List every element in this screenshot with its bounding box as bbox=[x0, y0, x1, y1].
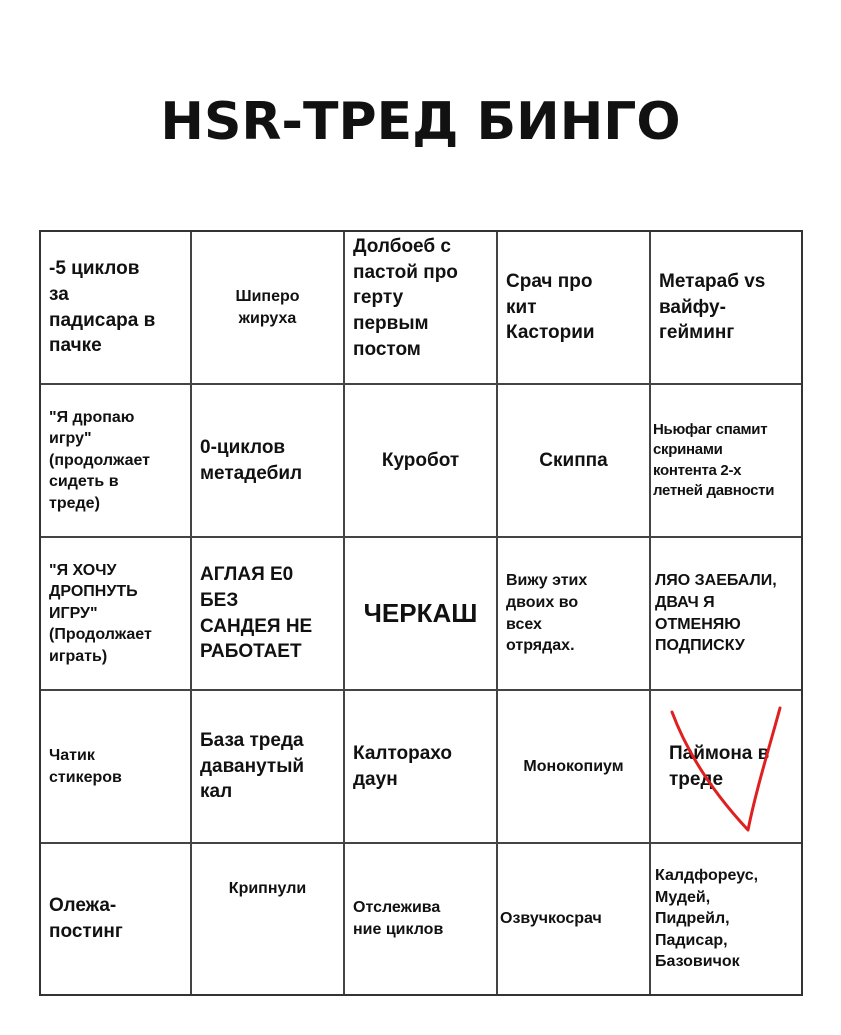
cell-text: Чатик стикеров bbox=[49, 746, 122, 786]
bingo-cell[interactable] bbox=[651, 538, 801, 691]
cell-text: Паймона в треде bbox=[669, 742, 770, 790]
bingo-cell[interactable] bbox=[192, 385, 345, 538]
bingo-cell[interactable] bbox=[651, 844, 801, 994]
cell-text: Долбоеб с пастой про герту первым постом bbox=[353, 236, 458, 360]
bingo-grid bbox=[39, 230, 803, 996]
cell-text: Скиппа bbox=[539, 449, 608, 471]
bingo-cell[interactable] bbox=[345, 844, 498, 994]
cell-text: ЛЯО ЗАЕБАЛИ, ДВАЧ Я ОТМЕНЯЮ ПОДПИСКУ bbox=[655, 572, 777, 655]
cell-text: Куробот bbox=[381, 449, 460, 471]
bingo-cell[interactable] bbox=[345, 232, 498, 385]
cell-text: Озвучкосрач bbox=[500, 910, 602, 928]
bingo-cell[interactable] bbox=[41, 538, 192, 691]
cell-text: Калторахо даун bbox=[353, 742, 452, 790]
cell-text: Калдфореус, Мудей, Пидрейл, Падисар, Базовичок bbox=[655, 867, 759, 971]
page-title: HSR-ТРЕД БИНГО bbox=[160, 92, 681, 152]
cell-text: АГЛАЯ Е0 БЕЗ САНДЕЯ НЕ РАБОТАЕТ bbox=[200, 564, 313, 663]
bingo-cell[interactable] bbox=[345, 385, 498, 538]
bingo-cell[interactable] bbox=[345, 538, 498, 691]
bingo-cell[interactable] bbox=[192, 538, 345, 691]
cell-text: ЧЕРКАШ bbox=[363, 597, 478, 628]
cell-text: База треда даванутый кал bbox=[200, 730, 305, 803]
cell-text: -5 циклов за падисара в пачке bbox=[49, 258, 156, 357]
cell-text: Монокопиум bbox=[523, 757, 624, 775]
bingo-cell[interactable] bbox=[651, 232, 801, 385]
bingo-cell[interactable] bbox=[498, 385, 651, 538]
cell-text: Шиперо жируха bbox=[235, 287, 300, 327]
cell-text: Ньюфаг спамит скринами контента 2-х летней давности bbox=[653, 421, 775, 499]
bingo-cell[interactable] bbox=[41, 232, 192, 385]
cell-text: Олежа- постинг bbox=[49, 895, 123, 942]
cell-text: Срач про кит Кастории bbox=[506, 271, 595, 344]
bingo-cell[interactable] bbox=[192, 232, 345, 385]
bingo-cell[interactable] bbox=[41, 691, 192, 844]
cell-text: Крипнули bbox=[228, 880, 307, 897]
bingo-cell[interactable] bbox=[345, 691, 498, 844]
cell-text: "Я дропаю игру" (продолжает сидеть в треде) bbox=[49, 408, 150, 512]
cell-text: Отслежива ние циклов bbox=[353, 899, 444, 938]
bingo-cell[interactable] bbox=[498, 691, 651, 844]
cell-text: 0-циклов метадебил bbox=[200, 436, 303, 484]
bingo-cell[interactable] bbox=[498, 538, 651, 691]
bingo-cell[interactable] bbox=[498, 844, 651, 994]
bingo-cell-checked[interactable] bbox=[651, 691, 801, 844]
cell-text: Метараб vs вайфу- гейминг bbox=[659, 271, 766, 344]
bingo-cell[interactable] bbox=[192, 844, 345, 994]
bingo-cell[interactable] bbox=[192, 691, 345, 844]
cell-text: Вижу этих двоих во всех отрядах. bbox=[506, 572, 588, 655]
cell-text: "Я ХОЧУ ДРОПНУТЬ ИГРУ" (Продолжает играть) bbox=[49, 561, 152, 665]
bingo-cell[interactable] bbox=[651, 385, 801, 538]
bingo-cell[interactable] bbox=[41, 844, 192, 994]
bingo-cell[interactable] bbox=[41, 385, 192, 538]
bingo-cell[interactable] bbox=[498, 232, 651, 385]
